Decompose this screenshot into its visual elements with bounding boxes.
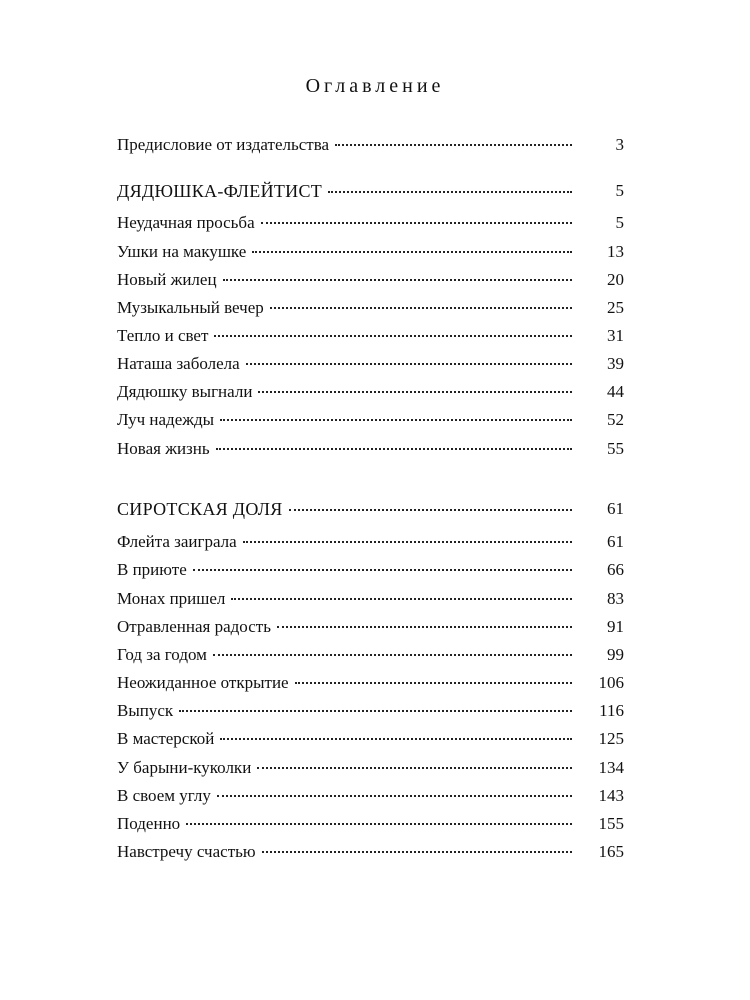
toc-entry-label: ДЯДЮШКА-ФЛЕЙТИСТ — [117, 181, 323, 201]
toc-entry-page: 5 — [615, 181, 624, 200]
toc-entry-label: Монах пришел — [117, 589, 226, 608]
toc-entry-label: Навстречу счастью — [117, 842, 256, 861]
toc-entry-page: 31 — [607, 326, 624, 345]
dot-leader — [213, 654, 572, 656]
dot-leader — [217, 795, 572, 797]
toc-entry-page: 61 — [607, 499, 624, 518]
toc-entry[interactable] — [117, 671, 624, 695]
toc-entry[interactable] — [117, 643, 624, 667]
toc-part-heading[interactable] — [117, 179, 624, 203]
toc-entry[interactable] — [117, 756, 624, 780]
dot-leader — [216, 448, 572, 450]
toc-entry[interactable] — [117, 727, 624, 751]
toc-entry-label: Поденно — [117, 814, 181, 833]
toc-entry[interactable] — [117, 784, 624, 808]
toc-entry[interactable] — [117, 812, 624, 836]
dot-leader — [193, 569, 572, 571]
dot-leader — [277, 626, 572, 628]
toc-entry[interactable] — [117, 530, 624, 554]
toc-entry[interactable] — [117, 558, 624, 582]
toc-entry-label: Отравленная радость — [117, 617, 271, 636]
toc-entry-page: 116 — [599, 701, 624, 720]
dot-leader — [220, 738, 572, 740]
toc-entry[interactable] — [117, 840, 624, 864]
toc-entry[interactable] — [117, 437, 624, 461]
toc-entry[interactable] — [117, 587, 624, 611]
toc-entry-page: 125 — [598, 729, 624, 748]
toc-entry-page: 155 — [598, 814, 624, 833]
toc-entry-label: Предисловие от издательства — [117, 135, 330, 154]
toc-entry[interactable] — [117, 615, 624, 639]
toc-entry[interactable] — [117, 408, 624, 432]
dot-leader — [295, 682, 572, 684]
toc-entry-label: Дядюшку выгнали — [117, 382, 253, 401]
page-title: Оглавление — [305, 75, 445, 97]
toc-entry-label: Новая жизнь — [117, 439, 210, 458]
toc-entry-label: Наташа заболела — [117, 354, 240, 373]
toc-entry-page: 83 — [607, 589, 624, 608]
toc-entry-page: 91 — [607, 617, 624, 636]
toc-entry-page: 106 — [598, 673, 624, 692]
toc-entry-page: 99 — [607, 645, 624, 664]
dot-leader — [246, 363, 572, 365]
dot-leader — [257, 767, 572, 769]
toc-part-heading[interactable] — [117, 497, 624, 521]
toc-entry-label: В мастерской — [117, 729, 215, 748]
dot-leader — [289, 509, 572, 511]
dot-leader — [223, 279, 572, 281]
toc-entry-label: Луч надежды — [117, 410, 215, 429]
toc-entry-page: 3 — [615, 135, 624, 154]
toc-entry-label: Год за годом — [117, 645, 207, 664]
toc-entry[interactable] — [117, 240, 624, 264]
toc-entry-page: 13 — [607, 242, 624, 261]
toc-entry-label: Флейта заиграла — [117, 532, 237, 551]
toc-entry[interactable] — [117, 211, 624, 235]
dot-leader — [214, 335, 572, 337]
dot-leader — [252, 251, 572, 253]
dot-leader — [270, 307, 572, 309]
dot-leader — [258, 391, 572, 393]
dot-leader — [335, 144, 572, 146]
toc-entry-page: 61 — [607, 532, 624, 551]
toc-entry-label: Неожиданное открытие — [117, 673, 289, 692]
dot-leader — [186, 823, 572, 825]
toc-entry-label: СИРОТСКАЯ ДОЛЯ — [117, 499, 283, 519]
toc-entry-page: 165 — [598, 842, 624, 861]
dot-leader — [243, 541, 572, 543]
dot-leader — [231, 598, 572, 600]
dot-leader — [179, 710, 572, 712]
toc-entry-page: 55 — [607, 439, 624, 458]
toc-entry-preface[interactable] — [117, 133, 624, 157]
toc-entry-label: Новый жилец — [117, 270, 217, 289]
dot-leader — [262, 851, 572, 853]
dot-leader — [220, 419, 572, 421]
dot-leader — [328, 191, 572, 193]
toc-entry-page: 66 — [607, 560, 624, 579]
toc-entry-page: 52 — [607, 410, 624, 429]
toc-entry[interactable] — [117, 296, 624, 320]
toc-entry-page: 5 — [615, 213, 624, 232]
toc-entry-page: 44 — [607, 382, 624, 401]
toc-entry-label: Ушки на макушке — [117, 242, 247, 261]
toc-entry-page: 20 — [607, 270, 624, 289]
toc-entry-page: 134 — [598, 758, 624, 777]
toc-entry-label: Тепло и свет — [117, 326, 209, 345]
toc-entry-label: Неудачная просьба — [117, 213, 255, 232]
toc-entry[interactable] — [117, 352, 624, 376]
toc-entry-page: 39 — [607, 354, 624, 373]
toc-entry-label: В своем углу — [117, 786, 211, 805]
toc-entry-label: У барыни-куколки — [117, 758, 252, 777]
toc-entry[interactable] — [117, 699, 624, 723]
toc-entry-page: 25 — [607, 298, 624, 317]
toc-entry-label: В приюте — [117, 560, 187, 579]
toc-entry[interactable] — [117, 324, 624, 348]
toc-entry-label: Выпуск — [117, 701, 174, 720]
toc-entry-label: Музыкальный вечер — [117, 298, 264, 317]
toc-entry[interactable] — [117, 268, 624, 292]
toc-entry-page: 143 — [598, 786, 624, 805]
dot-leader — [261, 222, 572, 224]
toc-entry[interactable] — [117, 380, 624, 404]
